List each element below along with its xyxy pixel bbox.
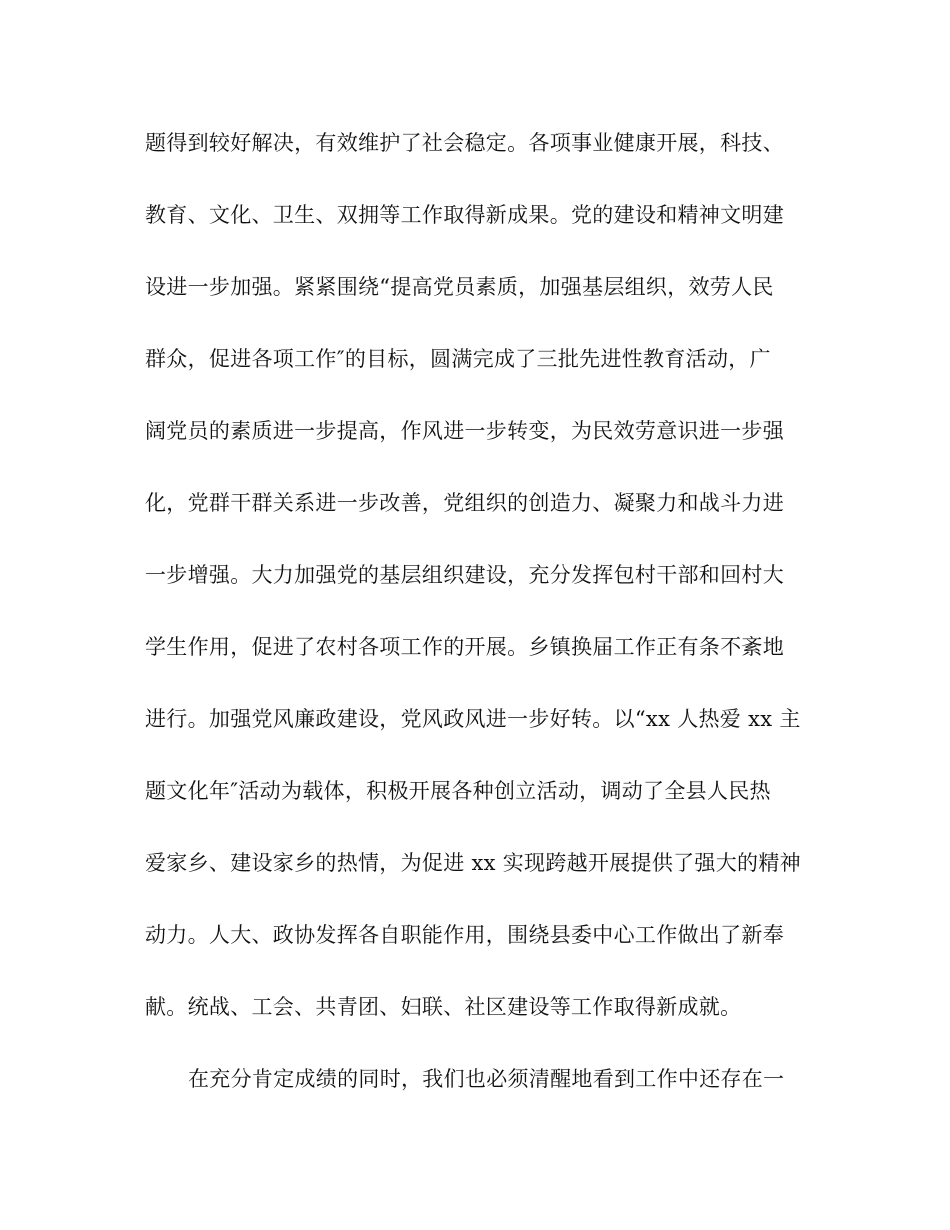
paragraph-line: 阔党员的素质进一步提高，作风进一步转变，为民效劳意识进一步强 xyxy=(145,419,784,443)
paragraph-line: 题得到较好解决，有效维护了社会稳定。各项事业健康开展，科技、 xyxy=(145,131,784,155)
paragraph-line: 爱家乡、建设家乡的热情，为促进 xx 实现跨越开展提供了强大的精神 xyxy=(145,851,801,875)
paragraph-line: 一步增强。大力加强党的基层组织建设，充分发挥包村干部和回村大 xyxy=(145,563,784,587)
paragraph-line: 群众，促进各项工作″的目标，圆满完成了三批先进性教育活动，广 xyxy=(145,347,771,371)
paragraph-line: 题文化年″活动为载体，积极开展各种创立活动，调动了全县人民热 xyxy=(145,779,771,803)
paragraph-line: 化，党群干群关系进一步改善，党组织的创造力、凝聚力和战斗力进 xyxy=(145,491,784,515)
paragraph-line: 学生作用，促进了农村各项工作的开展。乡镇换届工作正有条不紊地 xyxy=(145,635,784,659)
paragraph-line: 进行。加强党风廉政建设，党风政风进一步好转。以“xx 人热爱 xx 主 xyxy=(145,707,801,731)
paragraph-line: 设进一步加强。紧紧围绕“提高党员素质，加强基层组织，效劳人民 xyxy=(145,275,774,299)
paragraph-line: 教育、文化、卫生、双拥等工作取得新成果。党的建设和精神文明建 xyxy=(145,203,784,227)
paragraph-line: 动力。人大、政协发挥各自职能作用，围绕县委中心工作做出了新奉 xyxy=(145,923,784,947)
paragraph-line: 献。统战、工会、共青团、妇联、社区建设等工作取得新成就。 xyxy=(145,995,742,1019)
paragraph-first-line: 在充分肯定成绩的同时，我们也必须清醒地看到工作中还存在一 xyxy=(188,1067,785,1091)
